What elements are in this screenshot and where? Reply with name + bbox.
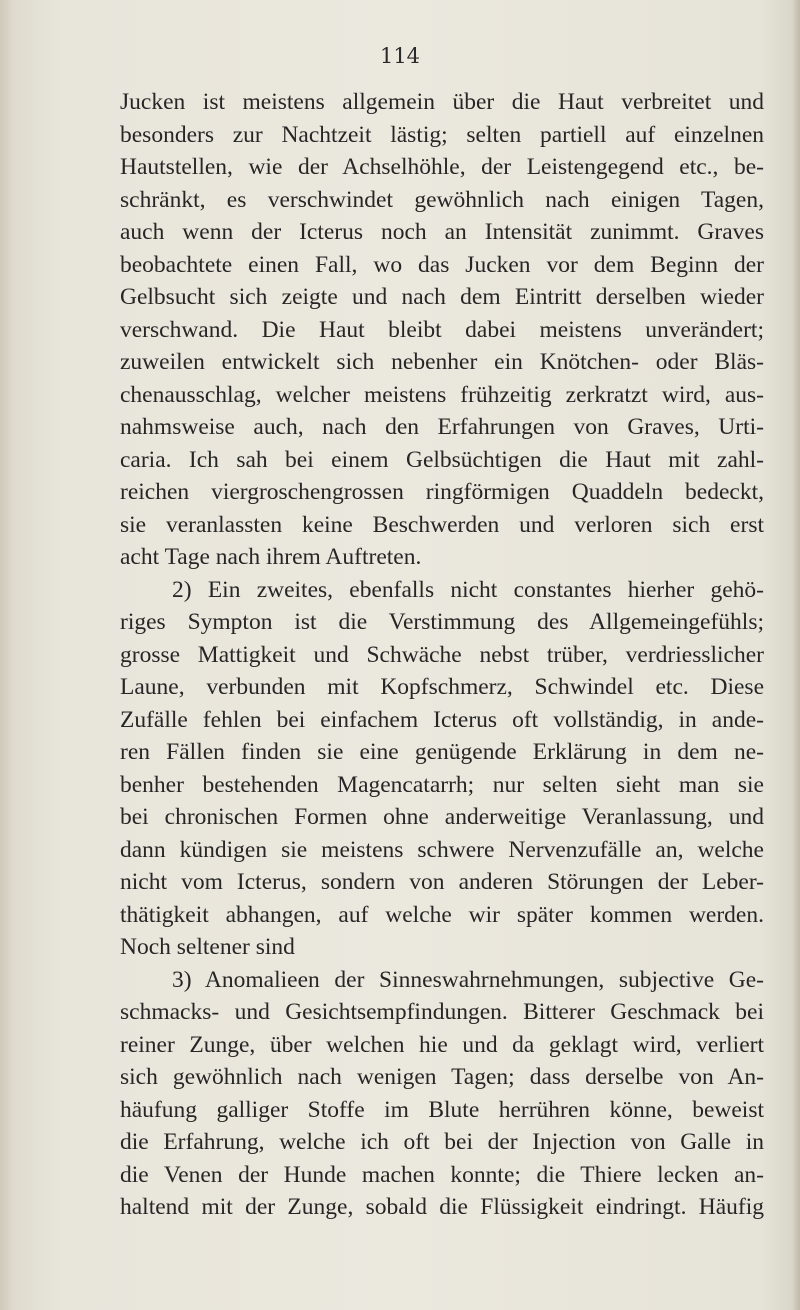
text-line: nahmsweise auch, nach den Erfahrungen von Graves, Urti- — [120, 414, 764, 440]
text-line: besonders zur Nachtzeit lästig; selten partiell auf einzelnen — [120, 121, 764, 148]
text-line: nicht vom Icterus, sondern von anderen Störungen der Leber- — [120, 869, 764, 895]
text-line: sie veranlassten keine Beschwerden und verloren sich erst — [120, 511, 764, 538]
text-line: beobachtete einen Fall, wo das Jucken vor dem Beginn der — [120, 251, 764, 278]
text-line: 2) Ein zweites, ebenfalls nicht constantes hierher gehö- — [172, 576, 764, 603]
text-line: dann kündigen sie meistens schwere Nervenzufälle an, welche — [120, 836, 764, 863]
text-line: ren Fällen finden sie eine genügende Erklärung in dem ne- — [120, 739, 764, 765]
text-line: Noch seltener sind — [120, 934, 295, 960]
text-line: auch wenn der Icterus noch an Intensität zunimmt. Graves — [120, 219, 764, 245]
text-line: acht Tage nach ihrem Auftreten. — [120, 544, 422, 570]
text-line: Laune, verbunden mit Kopfschmerz, Schwindel etc. Diese — [120, 674, 764, 700]
text-line: Gelbsucht sich zeigte und nach dem Eintritt derselben wieder — [120, 284, 764, 310]
text-line: schmacks- und Gesichtsempfindungen. Bitterer Geschmack bei — [120, 999, 764, 1025]
text-line: Jucken ist meistens allgemein über die Haut verbreitet und — [120, 89, 764, 115]
text-line: chenausschlag, welcher meistens frühzeitig zerkratzt wird, aus- — [120, 381, 764, 408]
text-line: thätigkeit abhangen, auf welche wir später kommen werden. — [120, 901, 764, 928]
text-line: haltend mit der Zunge, sobald die Flüssigkeit eindringt. Häufig — [120, 1194, 764, 1220]
text-line: benher bestehenden Magencatarrh; nur selten sieht man sie — [120, 771, 764, 798]
text-line: die Venen der Hunde machen konnte; die Thiere lecken an- — [120, 1161, 764, 1188]
text-line: zuweilen entwickelt sich nebenher ein Knötchen- oder Bläs- — [120, 349, 764, 375]
page-edge-shadow-right — [792, 0, 800, 1310]
body-text — [120, 86, 764, 1224]
text-line: Hautstellen, wie der Achselhöhle, der Leistengegend etc., be- — [120, 154, 764, 180]
text-line: reiner Zunge, über welchen hie und da geklagt wird, verliert — [120, 1031, 764, 1058]
text-line: 3) Anomalieen der Sinneswahrnehmungen, subjective Ge- — [172, 966, 764, 993]
text-line: riges Sympton ist die Verstimmung des Allgemeingefühls; — [120, 609, 764, 635]
text-line: sich gewöhnlich nach wenigen Tagen; dass derselbe von An- — [120, 1064, 764, 1090]
page-number: 114 — [379, 44, 421, 68]
text-line: caria. Ich sah bei einem Gelbsüchtigen die Haut mit zahl- — [120, 446, 764, 473]
text-line: Zufälle fehlen bei einfachem Icterus oft vollständig, in ande- — [120, 706, 764, 733]
text-line: bei chronischen Formen ohne anderweitige Veranlassung, und — [120, 804, 764, 830]
text-line: reichen viergroschengrossen ringförmigen Quaddeln bedeckt, — [120, 479, 764, 505]
text-line: schränkt, es verschwindet gewöhnlich nach einigen Tagen, — [120, 186, 764, 213]
text-line: die Erfahrung, welche ich oft bei der Injection von Galle in — [120, 1129, 764, 1155]
page-edge-shadow-left — [0, 0, 14, 1310]
text-line: grosse Mattigkeit und Schwäche nebst trüber, verdriesslicher — [120, 641, 764, 668]
text-line: verschwand. Die Haut bleibt dabei meistens unverändert; — [120, 316, 764, 343]
text-line: häufung galliger Stoffe im Blute herrühren könne, beweist — [120, 1096, 764, 1123]
